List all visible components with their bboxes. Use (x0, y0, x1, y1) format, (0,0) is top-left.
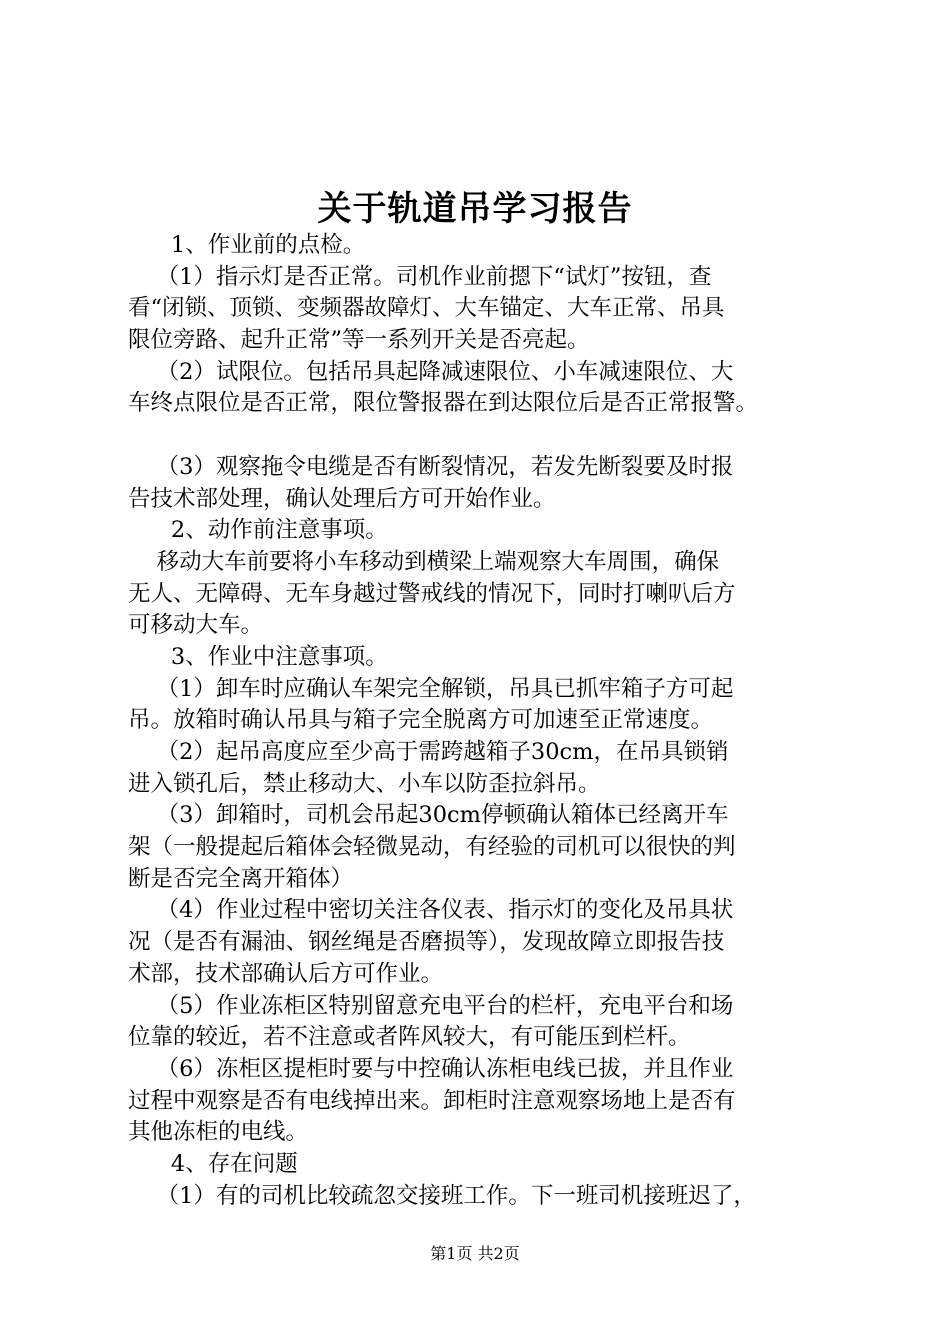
text-line: 况（是否有漏油、钢丝绳是否磨损等），发现故障立即报告技 (128, 929, 725, 956)
text-line: （6）冻柜区提柜时要与中控确认冻柜电线已拔，并且作业 (128, 1055, 734, 1082)
document-title: 关于轨道吊学习报告 (317, 189, 633, 229)
page-footer: 第1页 共2页 (430, 1244, 520, 1263)
text-line: （1）卸车时应确认车架完全解锁，吊具已抓牢箱子方可起 (128, 675, 734, 702)
text-line: 无人、无障碍、无车身越过警戒线的情况下，同时打喇叭后方 (128, 580, 736, 607)
text-line: （2）起吊高度应至少高于需跨越箱子30cm，在吊具锁销 (128, 739, 729, 765)
text-line: （4）作业过程中密切关注各仪表、指示灯的变化及吊具状 (128, 897, 734, 924)
document-body (128, 230, 834, 1212)
text-line: 1、作业前的点检。 (128, 232, 366, 258)
text-line: 2、动作前注意事项。 (128, 517, 388, 544)
text-line: 4、存在问题 (128, 1150, 298, 1177)
text-line: （2）试限位。包括吊具起降减速限位、小车减速限位、大 (128, 358, 734, 385)
text-line: 看“闭锁、顶锁、变频器故障灯、大车锚定、大车正常、吊具 (128, 295, 725, 322)
text-line: 其他冻柜的电线。 (128, 1119, 309, 1146)
text-line: 限位旁路、起升正常”等一系列开关是否亮起。 (128, 327, 590, 354)
text-line: （1）指示灯是否正常。司机作业前摁下“试灯”按钮，查 (128, 263, 712, 290)
text-line: 告技术部处理，确认处理后方可开始作业。 (128, 485, 556, 512)
text-line: 移动大车前要将小车移动到横梁上端观察大车周围，确保 (128, 548, 720, 575)
text-line: 进入锁孔后，禁止移动大、小车以防歪拉斜吊。 (128, 770, 601, 797)
text-line: 位靠的较近，若不注意或者阵风较大，有可能压到栏杆。 (128, 1024, 691, 1051)
text-line: 术部，技术部确认后方可作业。 (128, 960, 444, 987)
text-line: 3、作业中注意事项。 (128, 643, 388, 670)
text-line: 过程中观察是否有电线掉出来。卸柜时注意观察场地上是否有 (128, 1087, 736, 1114)
text-line: 断是否完全离开箱体） (128, 865, 354, 892)
text-line: （3）观察拖令电缆是否有断裂情况，若发先断裂要及时报 (128, 453, 734, 480)
text-line: 吊。放箱时确认吊具与箱子完全脱离方可加速至正常速度。 (128, 707, 714, 734)
text-line: （1）有的司机比较疏忽交接班工作。下一班司机接班迟了， (128, 1182, 756, 1209)
text-line: （5）作业冻柜区特别留意充电平台的栏杆，充电平台和场 (128, 992, 734, 1019)
text-line: 车终点限位是否正常，限位警报器在到达限位后是否正常报警。 (128, 390, 759, 417)
text-line: 架（一般提起后箱体会轻微晃动，有经验的司机可以很快的判 (128, 834, 736, 861)
text-line: （3）卸箱时，司机会吊起30cm停顿确认箱体已经离开车 (128, 802, 729, 829)
blank-line (128, 420, 834, 452)
text-line: 可移动大车。 (128, 612, 264, 639)
